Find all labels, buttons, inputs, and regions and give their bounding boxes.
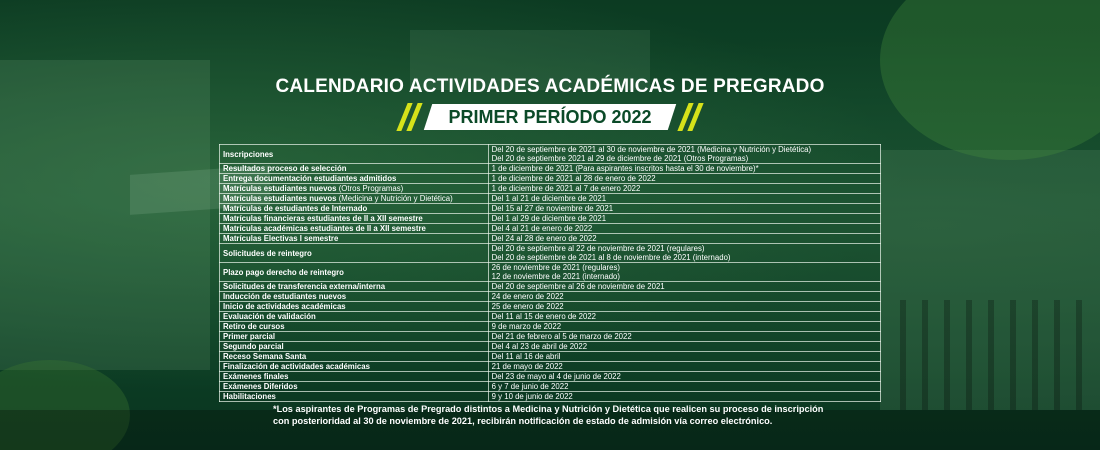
activity-label: Matrículas de estudiantes de Internado — [223, 204, 368, 213]
activity-label: Segundo parcial — [223, 342, 284, 351]
date-text: Del 11 al 16 de abril — [491, 352, 561, 361]
footnote — [273, 403, 833, 427]
table-row — [220, 372, 881, 382]
date-cell — [488, 234, 880, 244]
date-text: Del 20 de septiembre de 2021 al 8 de noviembre de 2021 (internado) — [491, 253, 731, 262]
activity-label: Plazo pago derecho de reintegro — [223, 267, 344, 277]
activity-note: (Medicina y Nutrición y Dietética) — [338, 194, 453, 203]
background-shutter — [900, 300, 1090, 410]
background-building-left — [0, 60, 210, 370]
date-text: 21 de mayo de 2022 — [491, 362, 563, 371]
activity-cell — [220, 362, 489, 372]
table-row — [220, 184, 881, 194]
activity-label: Finalización de actividades académicas — [223, 362, 370, 371]
activity-cell — [220, 332, 489, 342]
date-text: 6 y 7 de junio de 2022 — [491, 382, 569, 391]
date-text: Del 20 de septiembre al 26 de noviembre de 2021 — [491, 282, 665, 291]
activity-cell — [220, 204, 489, 214]
table-row — [220, 352, 881, 362]
date-text: Del 20 de septiembre al 22 de noviembre de 2021 (regulares) — [491, 244, 705, 253]
activity-label: Matrículas estudiantes nuevos — [223, 184, 337, 193]
date-text: 12 de noviembre de 2021 (internado) — [491, 272, 620, 281]
date-cell — [488, 204, 880, 214]
date-cell — [488, 244, 880, 263]
activity-cell — [220, 164, 489, 174]
footnote-line: con posterioridad al 30 de noviembre de 2021, recibirán notificación de estado de admisión vía correo electrónico. — [273, 416, 773, 426]
date-cell — [488, 352, 880, 362]
date-text: 26 de noviembre de 2021 (regulares) — [491, 263, 620, 272]
table-row — [220, 362, 881, 372]
table-row — [220, 174, 881, 184]
activity-cell — [220, 145, 489, 164]
activity-cell — [220, 194, 489, 204]
table-row — [220, 312, 881, 322]
date-cell — [488, 332, 880, 342]
activity-note: (Otros Programas) — [338, 184, 404, 193]
date-text: Del 11 al 15 de enero de 2022 — [491, 312, 597, 321]
activity-label: Retiro de cursos — [223, 322, 285, 331]
activity-cell — [220, 342, 489, 352]
activity-label: Matrículas estudiantes nuevos — [223, 194, 337, 203]
date-cell — [488, 282, 880, 292]
table-row — [220, 332, 881, 342]
date-cell — [488, 224, 880, 234]
date-text: 9 de marzo de 2022 — [491, 322, 562, 331]
footnote-line: *Los aspirantes de Programas de Pregrado distintos a Medicina y Nutrición y Dietética que realicen su proceso de inscripción — [273, 404, 824, 414]
date-text: 1 de diciembre de 2021 al 28 de enero de 2022 — [491, 174, 656, 183]
activity-cell — [220, 302, 489, 312]
date-text: 25 de enero de 2022 — [491, 302, 564, 311]
activity-label: Entrega documentación estudiantes admitidos — [223, 174, 397, 183]
activity-label: Evaluación de validación — [223, 312, 316, 321]
activity-label: Solicitudes de transferencia externa/interna — [223, 282, 386, 291]
activity-label: Matrículas Electivas I semestre — [223, 234, 339, 243]
activity-label: Inducción de estudiantes nuevos — [223, 292, 347, 301]
date-cell — [488, 194, 880, 204]
activity-cell — [220, 244, 489, 263]
activity-label: Resultados proceso de selección — [223, 164, 347, 173]
date-cell — [488, 392, 880, 402]
activity-label: Exámenes finales — [223, 372, 289, 381]
activity-cell — [220, 174, 489, 184]
activity-label: Primer parcial — [223, 332, 276, 341]
date-text: Del 21 de febrero al 5 de marzo de 2022 — [491, 332, 632, 341]
date-cell — [488, 382, 880, 392]
date-cell — [488, 214, 880, 224]
activity-label: Solicitudes de reintegro — [223, 248, 312, 258]
date-text: 24 de enero de 2022 — [491, 292, 564, 301]
table-row — [220, 282, 881, 292]
date-text: 9 y 10 de junio de 2022 — [491, 392, 573, 401]
activity-cell — [220, 234, 489, 244]
date-cell — [488, 292, 880, 302]
activity-cell — [220, 263, 489, 282]
calendar-table — [219, 144, 881, 402]
date-text: Del 23 de mayo al 4 de junio de 2022 — [491, 372, 621, 381]
activity-label: Habilitaciones — [223, 392, 276, 401]
table-row — [220, 322, 881, 332]
date-text: Del 4 al 21 de enero de 2022 — [491, 224, 593, 233]
calendar-table-body — [220, 145, 881, 402]
date-text: Del 20 de septiembre 2021 al 29 de diciembre de 2021 (Otros Programas) — [491, 154, 749, 163]
date-cell — [488, 184, 880, 194]
table-row — [220, 292, 881, 302]
table-row — [220, 194, 881, 204]
date-cell — [488, 302, 880, 312]
activity-cell — [220, 184, 489, 194]
date-text: Del 24 al 28 de enero de 2022 — [491, 234, 597, 243]
activity-label: Inicio de actividades académicas — [223, 302, 346, 311]
page-title: CALENDARIO ACTIVIDADES ACADÉMICAS DE PREGRADO — [275, 76, 825, 97]
table-row — [220, 234, 881, 244]
activity-cell — [220, 282, 489, 292]
table-row — [220, 342, 881, 352]
activity-cell — [220, 322, 489, 332]
date-text: 1 de diciembre de 2021 al 7 de enero 2022 — [491, 184, 641, 193]
activity-label: Matrículas financieras estudiantes de II a XII semestre — [223, 214, 423, 223]
table-row — [220, 164, 881, 174]
activity-label: Inscripciones — [223, 149, 274, 159]
activity-label: Matrículas académicas estudiantes de II a XII semestre — [223, 224, 426, 233]
table-row — [220, 224, 881, 234]
table-row — [220, 204, 881, 214]
date-cell — [488, 372, 880, 382]
date-cell — [488, 342, 880, 352]
subtitle-banner — [400, 103, 700, 131]
activity-cell — [220, 312, 489, 322]
activity-cell — [220, 352, 489, 362]
date-cell — [488, 145, 880, 164]
date-cell — [488, 312, 880, 322]
date-cell — [488, 174, 880, 184]
date-cell — [488, 164, 880, 174]
date-text: Del 4 al 23 de abril de 2022 — [491, 342, 588, 351]
table-row — [220, 145, 881, 164]
table-row — [220, 302, 881, 312]
table-row — [220, 382, 881, 392]
activity-cell — [220, 382, 489, 392]
activity-cell — [220, 214, 489, 224]
table-row — [220, 392, 881, 402]
date-text: 1 de diciembre de 2021 (Para aspirantes inscritos hasta el 30 de noviembre)* — [491, 164, 759, 173]
activity-cell — [220, 392, 489, 402]
date-text: Del 1 al 21 de diciembre de 2021 — [491, 194, 607, 203]
date-text: Del 20 de septiembre de 2021 al 30 de noviembre de 2021 (Medicina y Nutrición y Dietética) — [491, 145, 812, 154]
table-row — [220, 214, 881, 224]
page-subtitle: PRIMER PERÍODO 2022 — [448, 107, 652, 127]
date-text: Del 1 al 29 de diciembre de 2021 — [491, 214, 607, 223]
activity-cell — [220, 292, 489, 302]
date-text: Del 15 al 27 de noviembre de 2021 — [491, 204, 614, 213]
activity-cell — [220, 372, 489, 382]
date-cell — [488, 362, 880, 372]
activity-label: Exámenes Diferidos — [223, 382, 298, 391]
table-row — [220, 263, 881, 282]
date-cell — [488, 322, 880, 332]
date-cell — [488, 263, 880, 282]
activity-label: Receso Semana Santa — [223, 352, 307, 361]
table-row — [220, 244, 881, 263]
activity-cell — [220, 224, 489, 234]
